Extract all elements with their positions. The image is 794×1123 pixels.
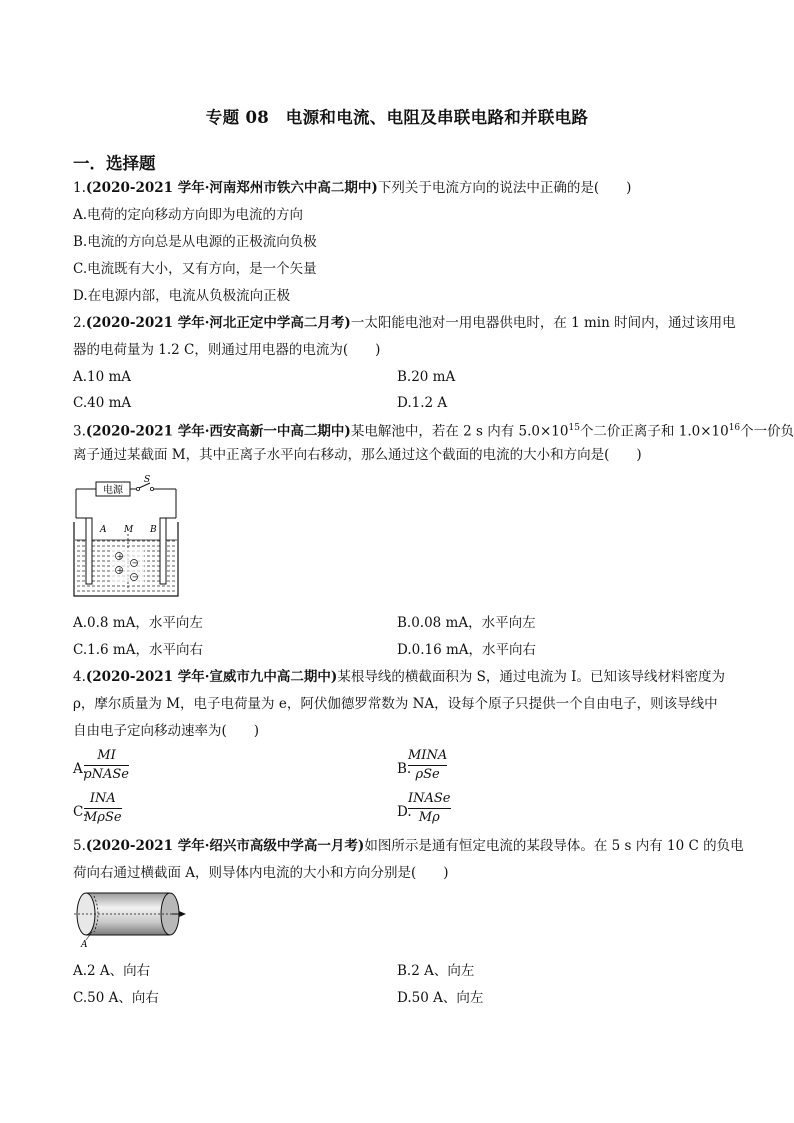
q3-option-a: A.0.8 mA，水平向左 bbox=[73, 615, 203, 631]
q2-option-d: D.1.2 A bbox=[397, 395, 448, 411]
cross-section-label: A bbox=[81, 940, 88, 950]
svg-text:+: + bbox=[116, 565, 124, 575]
electrolysis-figure bbox=[72, 474, 192, 602]
q4-option-a-numerator: MI bbox=[97, 748, 116, 763]
q4-option-c-numerator: INA bbox=[89, 791, 116, 806]
q4-option-b-denominator: ρSe bbox=[415, 767, 440, 782]
electrode-a-label: A bbox=[100, 525, 107, 535]
q3-stem-line2: 离子通过某截面 M，其中正离子水平向右移动，那么通过这个截面的电流的大小和方向是( ) bbox=[73, 447, 642, 463]
q2-source: (2020-2021 学年·河北正定中学高二月考) bbox=[85, 315, 351, 331]
q5-option-b: B.2 A、向左 bbox=[397, 963, 475, 979]
q5-stem-line1 bbox=[73, 837, 744, 855]
svg-text:+: + bbox=[116, 551, 124, 561]
q2-stem-line2: 器的电荷量为 1.2 C，则通过用电器的电流为( ) bbox=[73, 342, 381, 358]
arrow-right-icon bbox=[179, 911, 186, 917]
q1-source: (2020-2021 学年·河南郑州市铁六中高二期中) bbox=[85, 180, 378, 196]
section-heading: 一．选择题 bbox=[73, 154, 156, 173]
q4-option-d-label: D. bbox=[397, 804, 412, 820]
svg-text:−: − bbox=[131, 558, 139, 568]
q2-text-1: 一太阳能电池对一用电器供电时，在 1 min 时间内，通过该用电 bbox=[350, 315, 736, 331]
svg-text:−: − bbox=[131, 572, 139, 582]
q4-option-a-label: A. bbox=[73, 761, 88, 777]
q3-text-1a: 某电解池中，若在 2 s 内有 5.0×10 bbox=[350, 423, 569, 440]
q5-option-c: C.50 A、向右 bbox=[73, 990, 159, 1006]
q3-number: 3. bbox=[73, 423, 86, 440]
q3-exponent-2: 16 bbox=[728, 423, 741, 433]
q1-number: 1. bbox=[73, 180, 86, 196]
q4-option-b-fraction bbox=[408, 748, 447, 783]
q1-text: 下列关于电流方向的说法中正确的是( ) bbox=[377, 180, 632, 196]
q2-number: 2. bbox=[73, 315, 86, 331]
q4-option-b-numerator: MINA bbox=[408, 748, 448, 763]
q4-option-a-denominator: ρNASe bbox=[84, 767, 130, 782]
q3-option-c: C.1.6 mA，水平向右 bbox=[73, 642, 203, 658]
page-title: 专题 08 电源和电流、电阻及串联电路和并联电路 bbox=[205, 108, 589, 127]
q1-option-b: B.电流的方向总是从电源的正极流向负极 bbox=[73, 234, 317, 250]
q4-stem-line2: ρ，摩尔质量为 M，电子电荷量为 e，阿伏伽德罗常数为 NA，设每个原子只提供一个自由电子，则该导线中 bbox=[73, 696, 718, 712]
q1-option-d: D.在电源内部，电流从负极流向正极 bbox=[73, 288, 291, 304]
q4-text-1: 某根导线的横截面积为 S，通过电流为 I。已知该导线材料密度为 bbox=[337, 669, 725, 685]
q4-source: (2020-2021 学年·宣威市九中高二期中) bbox=[85, 669, 338, 685]
q4-stem-line3: 自由电子定向移动速率为( ) bbox=[73, 723, 260, 739]
q4-number: 4. bbox=[73, 669, 86, 685]
q3-option-d: D.0.16 mA，水平向右 bbox=[397, 642, 537, 658]
switch-label: S bbox=[144, 475, 151, 485]
q3-text-1c: 个一价负 bbox=[740, 423, 794, 440]
q4-option-d-fraction bbox=[408, 791, 451, 826]
q2-option-b: B.20 mA bbox=[397, 369, 456, 385]
q2-option-c: C.40 mA bbox=[73, 395, 132, 411]
q3-exponent-1: 15 bbox=[568, 423, 580, 433]
q4-option-b-label: B. bbox=[397, 761, 412, 777]
q4-option-a-fraction bbox=[84, 748, 129, 783]
q3-source: (2020-2021 学年·西安高新一中高二期中) bbox=[85, 423, 351, 440]
q1-option-c: C.电流既有大小，又有方向，是一个矢量 bbox=[73, 261, 317, 277]
q5-text-1: 如图所示是通有恒定电流的某段导体。在 5 s 内有 10 C 的负电 bbox=[364, 838, 744, 854]
q4-stem-line1 bbox=[73, 668, 725, 686]
q4-option-c-denominator: MρSe bbox=[84, 810, 122, 825]
electrode-b-label: B bbox=[150, 525, 157, 535]
conductor-figure bbox=[72, 888, 192, 950]
q3-text-1b: 个二价正离子和 1.0×10 bbox=[579, 423, 729, 440]
q3-option-b: B.0.08 mA，水平向左 bbox=[397, 615, 536, 631]
q5-number: 5. bbox=[73, 838, 86, 854]
q1-stem bbox=[73, 179, 631, 197]
q4-option-c-label: C. bbox=[73, 804, 88, 820]
q4-option-d-denominator: Mρ bbox=[418, 810, 440, 825]
power-source-label: 电源 bbox=[103, 485, 123, 496]
q5-option-d: D.50 A、向左 bbox=[397, 990, 484, 1006]
q3-stem-line1 bbox=[73, 419, 794, 441]
q4-option-d-numerator: INASe bbox=[408, 791, 451, 806]
section-m-label: M bbox=[124, 525, 134, 535]
q4-option-c-fraction bbox=[84, 791, 122, 826]
q5-source: (2020-2021 学年·绍兴市高级中学高一月考) bbox=[85, 838, 365, 854]
q2-option-a: A.10 mA bbox=[73, 369, 132, 385]
q5-stem-line2: 荷向右通过横截面 A，则导体内电流的大小和方向分别是( ) bbox=[73, 865, 449, 881]
q1-option-a: A.电荷的定向移动方向即为电流的方向 bbox=[73, 207, 304, 223]
q5-option-a: A.2 A、向右 bbox=[73, 963, 151, 979]
q2-stem-line1 bbox=[73, 314, 736, 332]
